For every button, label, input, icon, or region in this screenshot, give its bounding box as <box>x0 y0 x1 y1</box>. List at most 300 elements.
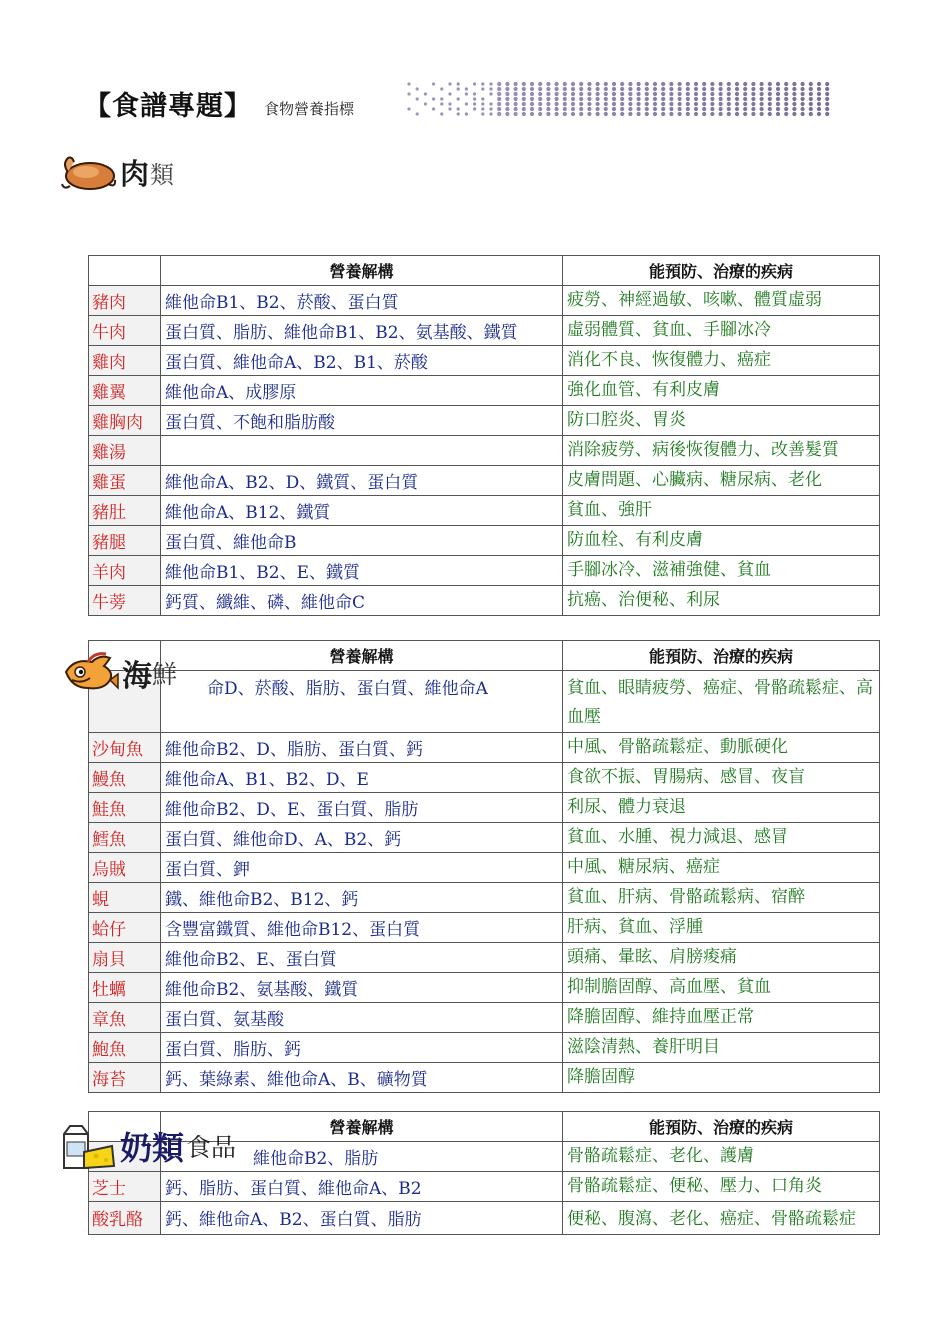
dot <box>817 87 821 91</box>
dot <box>555 102 559 106</box>
dot <box>784 97 788 101</box>
dot <box>653 82 657 86</box>
dot <box>522 107 526 111</box>
dot <box>628 97 632 101</box>
dot <box>760 107 764 111</box>
dot <box>514 87 518 91</box>
dot <box>825 102 829 106</box>
dot <box>481 97 484 100</box>
dot <box>407 82 410 85</box>
meat-heading-main: 肉 <box>120 156 150 191</box>
dot <box>563 87 567 91</box>
dot <box>571 112 575 116</box>
dot <box>719 82 723 86</box>
dot <box>563 107 567 111</box>
dot <box>702 97 706 101</box>
dot <box>465 102 468 105</box>
nutrition-cell: 蛋白質、鉀 <box>161 852 563 882</box>
dot <box>776 92 780 96</box>
dot <box>416 97 419 100</box>
disease-cell: 貧血、眼睛疲勞、癌症、骨骼疏鬆症、高血壓 <box>563 670 880 732</box>
dot <box>596 97 600 101</box>
dot <box>620 87 624 91</box>
dot <box>784 112 788 116</box>
dot <box>612 107 616 111</box>
dot <box>596 82 600 86</box>
dot <box>661 107 665 111</box>
disease-cell: 貧血、水腫、視力減退、感冒 <box>563 822 880 852</box>
dot <box>530 82 534 86</box>
dot <box>678 82 682 86</box>
dot <box>694 107 698 111</box>
nutrition-cell: 蛋白質、脂肪、維他命B1、B2、氨基酸、鐵質 <box>161 315 563 345</box>
dot <box>587 87 591 91</box>
dot <box>440 97 443 100</box>
disease-cell: 降膽固醇、維持血壓正常 <box>563 1002 880 1032</box>
nutrition-cell: 維他命B1、B2、菸酸、蛋白質 <box>161 285 563 315</box>
dot <box>694 97 698 101</box>
dot <box>817 112 821 116</box>
dot <box>768 87 772 91</box>
nutrition-cell: 鈣、葉綠素、維他命A、B、礦物質 <box>161 1062 563 1092</box>
food-name: 雞胸肉 <box>89 405 161 435</box>
nutrition-cell: 維他命B2、E、蛋白質 <box>161 942 563 972</box>
disease-cell: 肝病、貧血、浮腫 <box>563 912 880 942</box>
dot <box>637 97 641 101</box>
disease-cell: 降膽固醇 <box>563 1062 880 1092</box>
dot <box>538 97 542 101</box>
dot <box>686 107 690 111</box>
roast-chicken-icon <box>60 150 118 194</box>
dairy-heading-main: 奶類 <box>120 1129 185 1167</box>
dot <box>514 97 518 101</box>
nutrition-cell: 鈣質、纖維、磷、維他命C <box>161 585 563 615</box>
dot <box>792 97 796 101</box>
dot <box>473 82 476 85</box>
dot <box>555 82 559 86</box>
food-name: 烏賊 <box>89 852 161 882</box>
dot <box>546 97 550 101</box>
dot <box>784 92 788 96</box>
dot <box>727 82 731 86</box>
nutrition-cell: 維他命B2、D、E、蛋白質、脂肪 <box>161 792 563 822</box>
dot <box>792 102 796 106</box>
disease-cell: 手腳冰冷、滋補強健、貧血 <box>563 555 880 585</box>
dot <box>579 97 583 101</box>
disease-cell: 皮膚問題、心臟病、糖尿病、老化 <box>563 465 880 495</box>
table-row <box>89 375 880 405</box>
dot <box>416 112 419 115</box>
dot <box>489 87 492 90</box>
dot <box>694 87 698 91</box>
dot <box>505 107 509 111</box>
food-name: 沙甸魚 <box>89 732 161 762</box>
dot <box>661 112 665 116</box>
dot <box>792 82 796 86</box>
dot <box>538 102 542 106</box>
dot <box>522 92 526 96</box>
dot <box>481 107 484 110</box>
dot <box>612 92 616 96</box>
dot <box>563 112 567 116</box>
dot <box>432 82 435 85</box>
dot <box>407 107 410 110</box>
milk-cheese-icon <box>60 1122 116 1170</box>
dot <box>702 102 706 106</box>
dot <box>481 102 484 105</box>
dot <box>620 97 624 101</box>
dot <box>686 112 690 116</box>
dot <box>719 92 723 96</box>
dot <box>776 87 780 91</box>
dot <box>514 112 518 116</box>
dot <box>505 102 509 106</box>
dot <box>604 82 608 86</box>
dot <box>751 92 755 96</box>
nutrition-cell: 維他命A、B12、鐵質 <box>161 495 563 525</box>
dot <box>801 107 805 111</box>
dot <box>743 112 747 116</box>
dot <box>604 97 608 101</box>
dot <box>637 102 641 106</box>
dot <box>735 107 739 111</box>
dot <box>768 107 772 111</box>
table-row <box>89 405 880 435</box>
dot <box>710 102 714 106</box>
dot <box>809 102 813 106</box>
dot <box>801 97 805 101</box>
dot <box>751 102 755 106</box>
dot <box>817 97 821 101</box>
dot <box>522 112 526 116</box>
dot <box>719 97 723 101</box>
food-name: 牛蒡 <box>89 585 161 615</box>
nutrition-cell: 含豐富鐵質、維他命B12、蛋白質 <box>161 912 563 942</box>
dot <box>743 87 747 91</box>
nutrition-cell: 鈣、脂肪、蛋白質、維他命A、B2 <box>161 1171 563 1201</box>
dot <box>604 112 608 116</box>
dot <box>604 102 608 106</box>
dot <box>489 112 492 115</box>
dot <box>628 92 632 96</box>
disease-cell: 疲勞、神經過敏、咳嗽、體質虛弱 <box>563 285 880 315</box>
dot <box>587 102 591 106</box>
dot <box>661 82 665 86</box>
dot <box>686 87 690 91</box>
table-row <box>89 285 880 315</box>
dot <box>768 92 772 96</box>
disease-cell: 骨骼疏鬆症、老化、護膚 <box>563 1141 880 1171</box>
disease-cell: 貧血、強肝 <box>563 495 880 525</box>
dot <box>719 107 723 111</box>
dot <box>825 97 829 101</box>
dot <box>825 107 829 111</box>
dot <box>678 97 682 101</box>
fish-shrimp-icon <box>60 650 120 696</box>
dot <box>505 92 509 96</box>
food-name: 雞翼 <box>89 375 161 405</box>
food-name: 鱈魚 <box>89 822 161 852</box>
nutrition-cell: 蛋白質、維他命B <box>161 525 563 555</box>
dot <box>776 107 780 111</box>
dot <box>760 92 764 96</box>
dot <box>579 92 583 96</box>
dot <box>727 102 731 106</box>
dot <box>546 92 550 96</box>
food-name: 鮭魚 <box>89 792 161 822</box>
dot <box>497 112 501 116</box>
dot <box>653 92 657 96</box>
dot <box>473 92 476 95</box>
dot <box>571 87 575 91</box>
dot <box>637 87 641 91</box>
nutrition-cell: 維他命A、B1、B2、D、E <box>161 762 563 792</box>
dot <box>546 87 550 91</box>
dot <box>612 97 616 101</box>
dot <box>735 82 739 86</box>
table-row <box>89 1002 880 1032</box>
food-name: 豬腿 <box>89 525 161 555</box>
dot <box>604 92 608 96</box>
food-name: 海苔 <box>89 1062 161 1092</box>
dot <box>768 112 772 116</box>
table-row <box>89 670 880 732</box>
header-food <box>89 256 161 286</box>
dot <box>669 107 673 111</box>
dot <box>801 82 805 86</box>
food-name: 扇貝 <box>89 942 161 972</box>
dot <box>751 97 755 101</box>
dot <box>596 92 600 96</box>
dot <box>571 82 575 86</box>
nutrition-cell: 鐵、維他命B2、B12、鈣 <box>161 882 563 912</box>
dot <box>792 107 796 111</box>
dot <box>661 87 665 91</box>
dot <box>457 87 460 90</box>
dot <box>505 112 509 116</box>
disease-cell: 貧血、肝病、骨骼疏鬆病、宿醉 <box>563 882 880 912</box>
nutrition-cell: 鈣、維他命A、B2、蛋白質、脂肪 <box>161 1201 563 1234</box>
dot <box>620 82 624 86</box>
dot <box>735 102 739 106</box>
dot <box>637 112 641 116</box>
page-subtitle: 食物營養指標 <box>264 100 355 118</box>
table-row <box>89 1062 880 1092</box>
table-row <box>89 942 880 972</box>
dot <box>784 107 788 111</box>
dot <box>571 92 575 96</box>
dot <box>489 107 492 110</box>
dot <box>587 97 591 101</box>
nutrition-cell: 維他命A、B2、D、鐵質、蛋白質 <box>161 465 563 495</box>
dot <box>792 92 796 96</box>
dot <box>538 87 542 91</box>
header-disease: 能預防、治療的疾病 <box>563 256 880 286</box>
disease-cell: 消除疲勞、病後恢復體力、改善髮質 <box>563 435 880 465</box>
dot <box>727 112 731 116</box>
dot <box>776 97 780 101</box>
dot <box>489 82 492 85</box>
dot <box>424 102 427 105</box>
table-header-row <box>89 256 880 286</box>
table-row <box>89 732 880 762</box>
dot <box>686 97 690 101</box>
dot <box>497 102 501 106</box>
dot <box>653 112 657 116</box>
dot <box>702 82 706 86</box>
dot <box>719 112 723 116</box>
dot <box>612 82 616 86</box>
dot <box>686 92 690 96</box>
dot <box>481 112 484 115</box>
dot <box>792 112 796 116</box>
nutrition-cell: 蛋白質、維他命A、B2、B1、菸酸 <box>161 345 563 375</box>
dot <box>760 102 764 106</box>
dot <box>784 102 788 106</box>
dot <box>628 82 632 86</box>
dot <box>710 107 714 111</box>
dot <box>424 92 427 95</box>
dot <box>465 112 468 115</box>
disease-cell: 中風、糖尿病、癌症 <box>563 852 880 882</box>
disease-cell: 虛弱體質、貧血、手腳冰冷 <box>563 315 880 345</box>
disease-cell: 強化血管、有利皮膚 <box>563 375 880 405</box>
dot <box>702 112 706 116</box>
dot <box>546 82 550 86</box>
food-name: 雞蛋 <box>89 465 161 495</box>
food-name: 豬肉 <box>89 285 161 315</box>
food-name: 蛤仔 <box>89 912 161 942</box>
dot <box>825 92 829 96</box>
dot <box>432 107 435 110</box>
dot <box>784 82 788 86</box>
dot <box>505 82 509 86</box>
dot <box>530 87 534 91</box>
table-header-row <box>89 641 880 671</box>
dot <box>817 107 821 111</box>
dot <box>440 102 443 105</box>
disease-cell: 中風、骨骼疏鬆症、動脈硬化 <box>563 732 880 762</box>
dot <box>530 107 534 111</box>
food-name: 雞肉 <box>89 345 161 375</box>
dot <box>628 107 632 111</box>
dot <box>538 112 542 116</box>
dot <box>481 87 484 90</box>
disease-cell: 抗癌、治便秘、利尿 <box>563 585 880 615</box>
meat-heading-sub: 類 <box>150 160 175 189</box>
dot <box>579 107 583 111</box>
dot <box>710 82 714 86</box>
disease-cell: 利尿、體力衰退 <box>563 792 880 822</box>
dot <box>637 82 641 86</box>
food-name: 牡蠣 <box>89 972 161 1002</box>
table-row <box>89 1201 880 1234</box>
dot <box>760 87 764 91</box>
dot <box>448 102 451 105</box>
dot <box>457 107 460 110</box>
dot <box>678 107 682 111</box>
dot <box>686 102 690 106</box>
dot <box>571 97 575 101</box>
dot <box>637 92 641 96</box>
dot <box>678 112 682 116</box>
dot <box>546 112 550 116</box>
dot <box>776 82 780 86</box>
table-row <box>89 1032 880 1062</box>
table-row <box>89 465 880 495</box>
dot <box>596 102 600 106</box>
dot <box>440 87 443 90</box>
meat-nutrition-table <box>88 255 880 616</box>
dot <box>645 102 649 106</box>
dot <box>579 102 583 106</box>
dot <box>538 82 542 86</box>
meat-section-heading <box>60 150 174 194</box>
dot <box>661 97 665 101</box>
dot <box>620 112 624 116</box>
food-name: 羊肉 <box>89 555 161 585</box>
dot <box>694 92 698 96</box>
dot <box>489 92 492 95</box>
dot <box>538 107 542 111</box>
dot <box>587 92 591 96</box>
dairy-section-heading <box>60 1122 236 1170</box>
dot <box>555 112 559 116</box>
dot <box>563 97 567 101</box>
dot <box>743 92 747 96</box>
dot <box>735 87 739 91</box>
table-row <box>89 495 880 525</box>
seafood-heading-main: 海 <box>122 659 152 694</box>
dot <box>776 112 780 116</box>
dot <box>661 102 665 106</box>
dot <box>579 87 583 91</box>
dot <box>809 112 813 116</box>
dot <box>522 102 526 106</box>
dot <box>751 87 755 91</box>
dot <box>563 92 567 96</box>
dot <box>694 112 698 116</box>
dot <box>768 102 772 106</box>
dot <box>555 87 559 91</box>
nutrition-cell <box>161 435 563 465</box>
dot <box>669 102 673 106</box>
dot <box>669 112 673 116</box>
dot <box>645 82 649 86</box>
dot <box>825 87 829 91</box>
table-row <box>89 585 880 615</box>
dot <box>407 92 410 95</box>
dot <box>628 102 632 106</box>
dot <box>735 92 739 96</box>
dot <box>809 107 813 111</box>
dot <box>448 82 451 85</box>
dot <box>809 87 813 91</box>
page-title: 【食譜專題】 <box>84 91 252 122</box>
dot <box>505 87 509 91</box>
dairy-heading-sub: 食品 <box>186 1133 237 1162</box>
dot <box>530 97 534 101</box>
dot <box>768 82 772 86</box>
table-row <box>89 555 880 585</box>
food-name: 鰻魚 <box>89 762 161 792</box>
header-nutrition: 營養解構 <box>161 256 563 286</box>
dot <box>612 112 616 116</box>
dot <box>530 112 534 116</box>
dot <box>801 87 805 91</box>
dot <box>809 92 813 96</box>
dot <box>555 97 559 101</box>
